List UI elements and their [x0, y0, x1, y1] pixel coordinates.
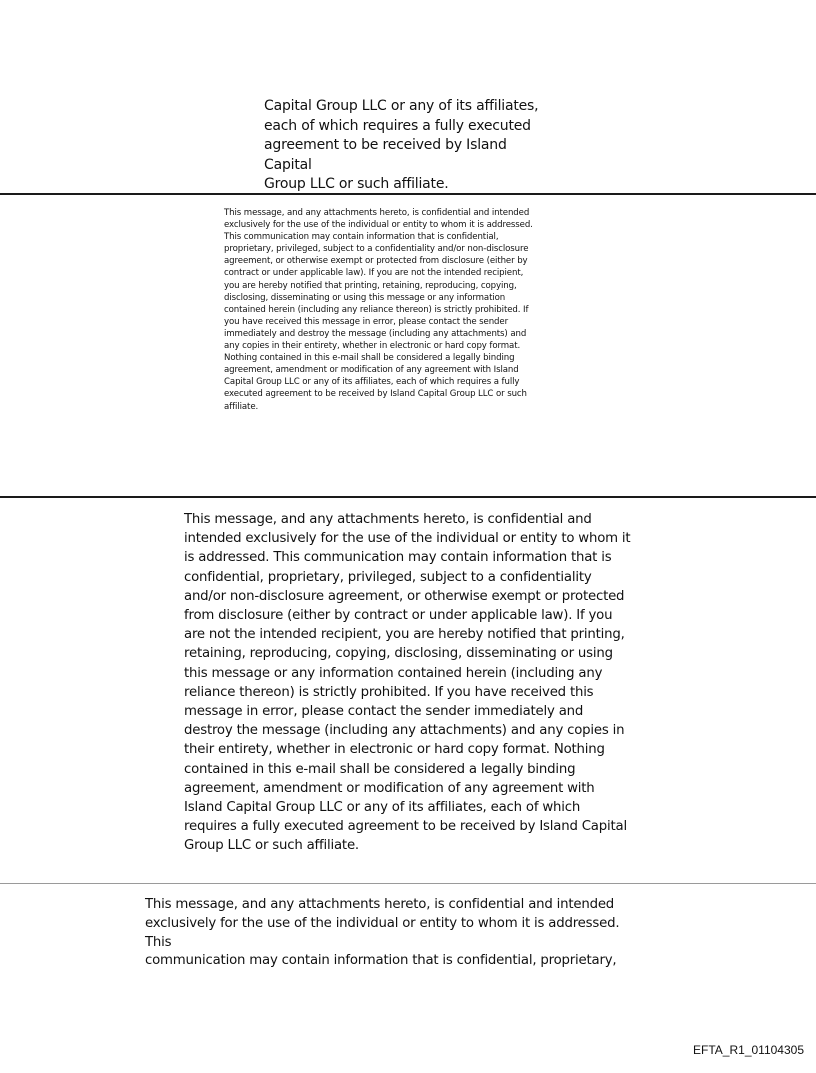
- text-line: each of which requires a fully executed: [264, 117, 531, 134]
- text-line: is addressed. This communication may contain information that is: [184, 550, 612, 566]
- text-line: you have received this message in error, please contact the sender: [224, 316, 509, 327]
- text-line: communication may contain information that is confidential, proprietary,: [145, 953, 617, 969]
- text-line: agreement, or otherwise exempt or protected from disclosure (either by: [224, 256, 528, 267]
- text-line: exclusively for the use of the individual or entity to whom it is addressed. This: [145, 915, 620, 950]
- text-line: executed agreement to be received by Island Capital Group LLC or such: [224, 389, 527, 400]
- text-line: requires a fully executed agreement to be received by Island Capital: [184, 819, 627, 835]
- text-line: are not the intended recipient, you are hereby notified that printing,: [184, 627, 625, 643]
- text-line: proprietary, privileged, subject to a confidentiality and/or non-disclosure: [224, 244, 529, 255]
- text-line: any copies in their entirety, whether in electronic or hard copy format.: [224, 341, 521, 352]
- text-line: contract or under applicable law). If you are not the intended recipient,: [224, 268, 524, 279]
- text-line: disclosing, disseminating or using this message or any information: [224, 292, 506, 303]
- text-line: and/or non-disclosure agreement, or otherwise exempt or protected: [184, 588, 625, 604]
- text-line: This communication may contain information that is confidential,: [224, 232, 499, 243]
- text-line: Capital Group LLC or any of its affiliates, each of which requires a fully: [224, 377, 520, 388]
- text-line: this message or any information contained herein (including any: [184, 665, 603, 681]
- text-line: intended exclusively for the use of the individual or entity to whom it: [184, 531, 631, 547]
- text-line: contained in this e-mail shall be considered a legally binding: [184, 761, 576, 777]
- disclaimer-fragment-top: [264, 97, 554, 195]
- text-line: message in error, please contact the sender immediately and: [184, 704, 584, 720]
- disclaimer-medium-print: [184, 510, 636, 856]
- text-line: confidential, proprietary, privileged, subject to a confidentiality: [184, 569, 592, 585]
- text-line: Group LLC or such affiliate.: [264, 176, 449, 192]
- text-line: Group LLC or such affiliate.: [184, 838, 359, 854]
- section-divider: [0, 193, 816, 195]
- text-line: affiliate.: [224, 401, 259, 412]
- text-line: from disclosure (either by contract or under applicable law). If you: [184, 608, 613, 624]
- text-line: agreement, amendment or modification of any agreement with: [184, 780, 595, 796]
- text-line: Nothing contained in this e-mail shall be considered a legally binding: [224, 353, 515, 364]
- text-line: destroy the message (including any attachments) and any copies in: [184, 723, 625, 739]
- text-line: Island Capital Group LLC or any of its affiliates, each of which: [184, 800, 581, 816]
- text-line: you are hereby notified that printing, retaining, reproducing, copying,: [224, 280, 517, 291]
- text-line: agreement, amendment or modification of any agreement with Island: [224, 365, 519, 376]
- text-line: contained herein (including any reliance thereon) is strictly prohibited. If: [224, 304, 529, 315]
- text-line: exclusively for the use of the individual or entity to whom it is addressed.: [224, 220, 533, 231]
- text-line: immediately and destroy the message (including any attachments) and: [224, 328, 527, 339]
- text-line: agreement to be received by Island Capital: [264, 137, 507, 173]
- section-divider: [0, 496, 816, 498]
- text-line: This message, and any attachments hereto, is confidential and intended: [145, 897, 615, 912]
- text-line: This message, and any attachments hereto, is confidential and intended: [224, 208, 530, 218]
- disclaimer-small-print: [224, 207, 594, 413]
- disclaimer-fragment-bottom: [145, 896, 641, 971]
- text-line: This message, and any attachments hereto, is confidential and: [184, 512, 592, 527]
- text-line: Capital Group LLC or any of its affiliates,: [264, 98, 539, 114]
- text-line: their entirety, whether in electronic or hard copy format. Nothing: [184, 742, 605, 758]
- text-line: reliance thereon) is strictly prohibited. If you have received this: [184, 684, 594, 700]
- text-line: retaining, reproducing, copying, disclosing, disseminating or using: [184, 646, 613, 662]
- section-divider-thin: [0, 883, 816, 884]
- document-id: EFTA_R1_01104305: [693, 1043, 804, 1057]
